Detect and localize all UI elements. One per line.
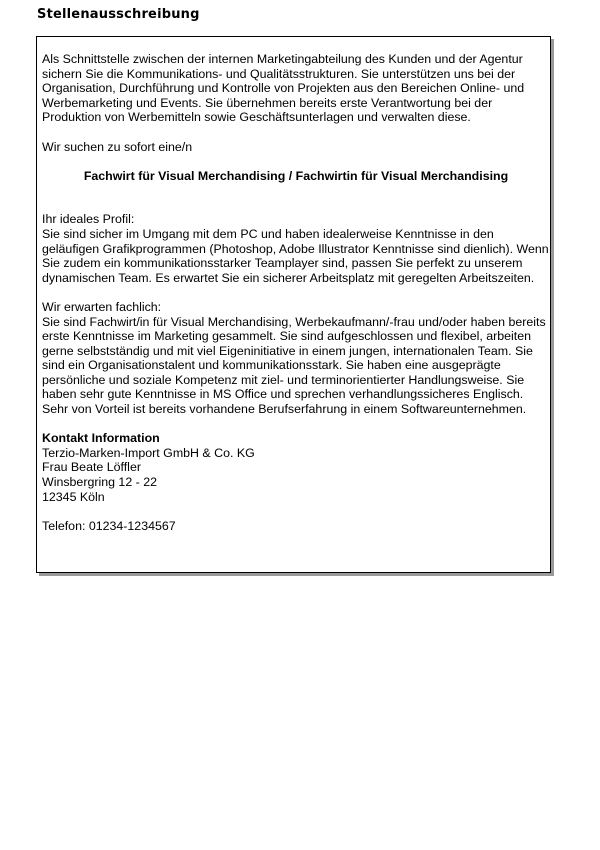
contact-phone: Telefon: 01234-1234567	[42, 518, 176, 533]
spacer	[42, 125, 550, 140]
spacer	[42, 417, 550, 432]
job-title: Fachwirt für Visual Merchandising / Fachwirtin für Visual Merchandising	[83, 168, 509, 183]
intro-paragraph: Als Schnittstelle zwischen der internen Marketingabteilung des Kunden und der Agentur sichern Sie die Kommunikations- und Qualitätsstrukturen. Sie unterstützen uns bei der Organisation, Durchführung und Kontrolle von Projekten aus den Bereichen Online- und Werbemarketing und Events. Sie übernehmen bereits erste Verantwortung bei der Produktion von Werbemitteln sowie Geschäftsunterlagen und verwalten diese.	[42, 52, 525, 125]
contact-street: Winsbergring 12 - 22	[42, 475, 158, 490]
contact-person: Frau Beate Löffler	[42, 460, 141, 475]
search-line: Wir suchen zu sofort eine/n	[42, 139, 193, 154]
spacer	[42, 154, 550, 169]
contact-heading: Kontakt Information	[42, 431, 160, 446]
expect-text: Sie sind Fachwirt/in für Visual Merchandising, Werbekaufmann/-frau und/oder haben bereits erste Kenntnisse im Marketing gesammelt. Sie sind aufgeschlossen und flexibel, arbeiten gerne selbstständig und mit viel Eigeninitiative in einem jungen, internationalen Team. Sie sind ein Organisationstalent und kommunikationsstark. Sie haben eine ausgeprägte persönliche und soziale Kompetenz mit ziel- und terminorientierter Handlungsweise. Sie haben sehr gute Kenntnisse in MS Office und sprechen verhandlungssicheres Englisch. Sehr von Vorteil ist bereits vorhandene Berufserfahrung in einem Softwareunternehmen.	[42, 314, 546, 417]
profile-text: Sie sind sicher im Umgang mit dem PC und haben idealerweise Kenntnisse in den geläufigen Grafikprogrammen (Photoshop, Adobe Illustrator Kenntnisse sind dienlich). Wenn Sie zudem ein kommunikationsstarker Teamplayer sind, passen Sie perfekt zu unserem dynamischen Team. Es erwartet Sie ein sicherer Arbeitsplatz mit geregelten Arbeitszeiten.	[42, 226, 549, 285]
spacer	[42, 504, 550, 519]
expect-heading: Wir erwarten fachlich:	[42, 299, 162, 314]
profile-heading: Ihr ideales Profil:	[42, 212, 135, 227]
job-ad-box	[36, 36, 551, 573]
spacer	[42, 183, 550, 212]
contact-city: 12345 Köln	[42, 489, 105, 504]
document-heading: Stellenausschreibung	[37, 7, 200, 22]
job-ad-content	[42, 52, 550, 533]
contact-company: Terzio-Marken-Import GmbH & Co. KG	[42, 445, 255, 460]
spacer	[42, 285, 550, 300]
